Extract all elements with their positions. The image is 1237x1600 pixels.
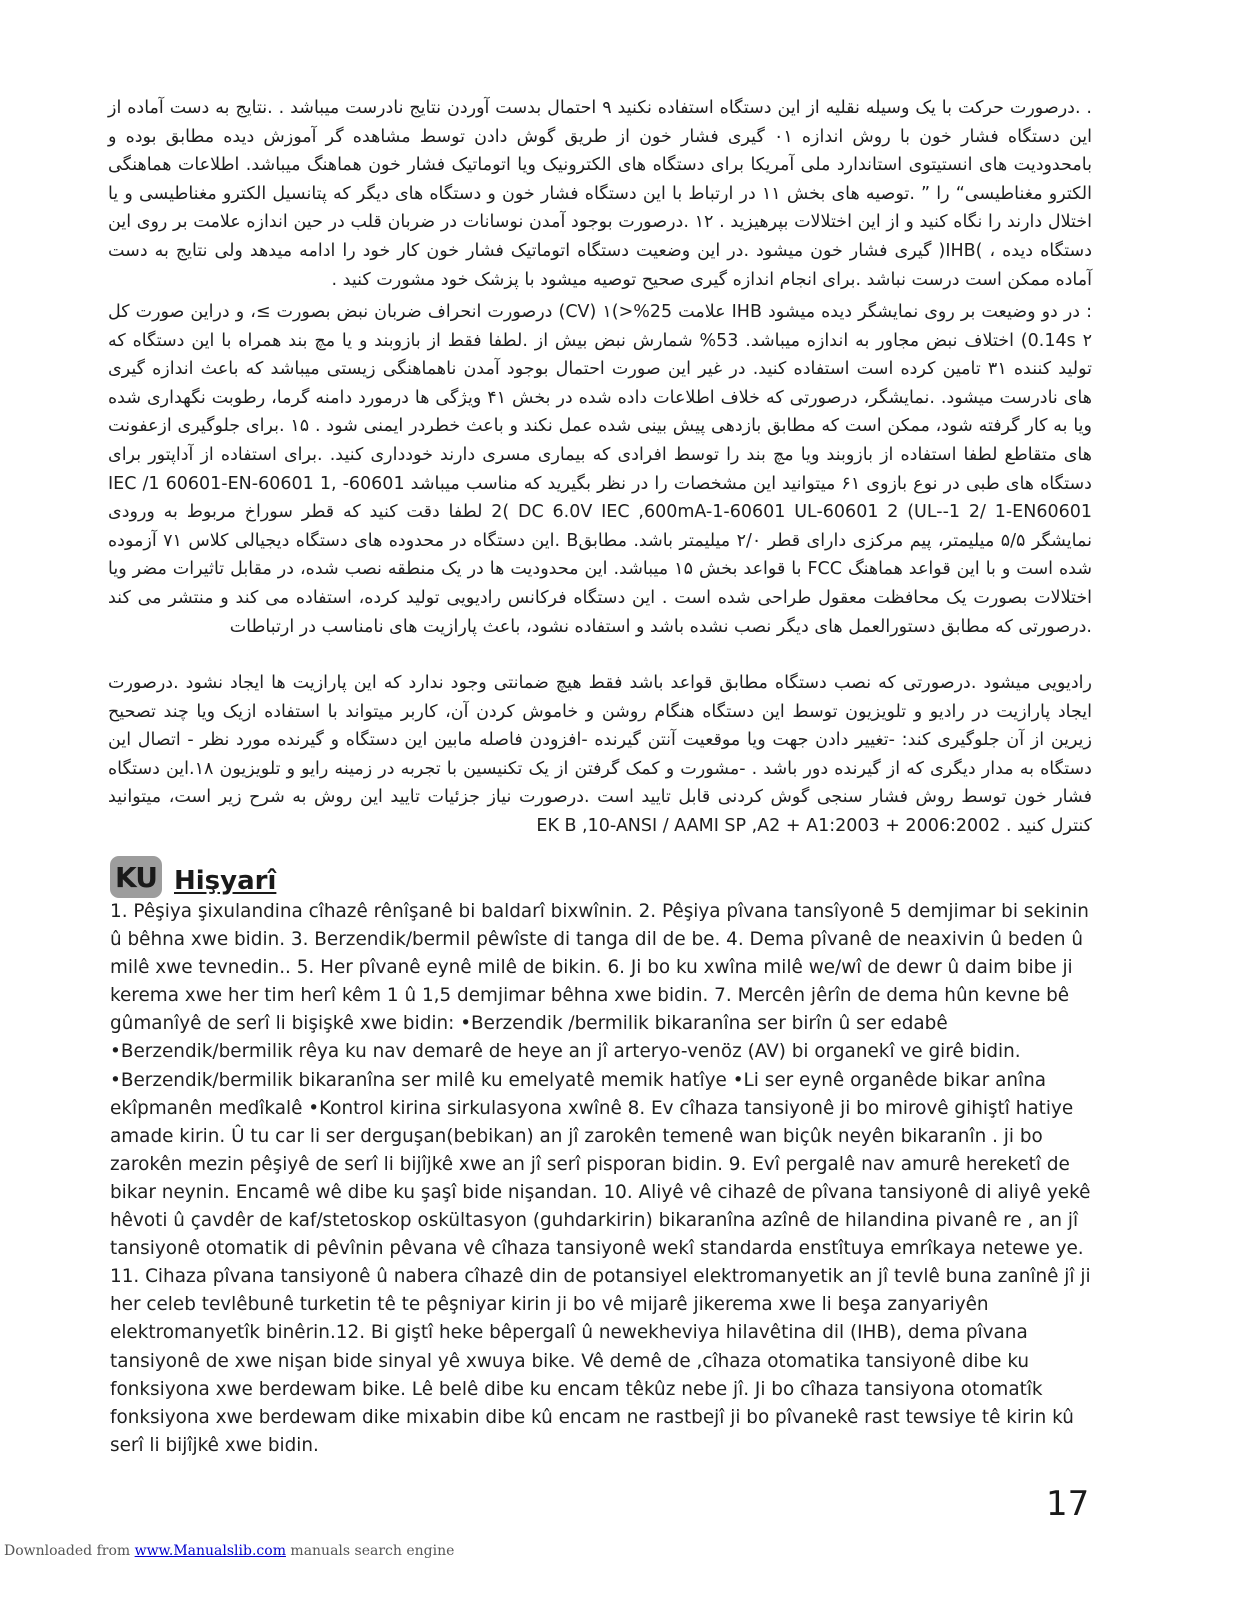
page-number: 17 (1046, 1484, 1090, 1524)
footer-suffix: manuals search engine (285, 1543, 455, 1559)
section-title: Hişyarî (174, 866, 277, 896)
farsi-paragraph-2: : در دو وضیعت بر روی نمایشگر دیده میشود IHB علامت 25%<)۱ (CV) درصورت انحراف ضربان نبض بصورت ≥، و دراین صورت کل ۲ 0.14s) اختلاف نبض مجاور به اندازه میباشد. 53% شمارش نبض بیش از .لطفا فقط از بازوبند و یا مچ بند همراه با این دستگاه که تولید کننده ۳۱ تامین کرده است استفاده کنید. در غیر این صورت احتمال بوجود آمدن ناهماهنگی زیستی میباشد که باعث اندازه گیری های نادرست میشود. .نمایشگر، درصورتی که خلاف اطلاعات داده شده در بخش ۴۱ ویژگی ها درمورد دامنه گرما، رطوبت نگهداری شده ویا به کار گرفته شود، ممکن است که مطابق بازدهی پیش بینی شده عمل نکند و باعث خطردر ایمنی شود . ۱۵ .برای جلوگیری ازعفونت های متقاطع لطفا استفاده از بازوبند ویا مچ بند را توسط افرادی که بیماری مسری دارند خودداری کنید. .برای استفاده از آداپتور برای دستگاه های طبی در نوع بازوی ۶۱ میتوانید این مشخصات را در نظر بگیرید که مناسب میباشد 60601- ,1 60601-IEC /1 60601-EN 2( DC 6.0V IEC ,600mA-1-60601 UL-60601 2 (UL--1 2/ 1-EN60601 لطفا دقت کنید که قطر سوراخ مربوط به ورودی نمایشگر ۵/۵ میلیمتر، پیم مرکزی دارای قطر ۲/۰ میلیمتر باشد. مطابقB .این دستگاه در محدوده های دستگاه دیجیالی کلاس ۷۱ آزموده شده است و با این قواعد هماهنگ FCC با قواعد بخش ۱۵ میباشد. این محدودیت ها در یک منطقه نصب شده، در مقابل تاثیرات مضر ویا اختلالات بصورت یک محافظت معقول طراحی شده است . این دستگاه فرکانس رادیویی تولید کرده، استفاده می کند و منتشر می کند .درصورتی که مطابق دستورالعمل های دیگر نصب نشده باشد و استفاده نشود، باعث پارازیت های نامناسب در ارتباطات (108, 302, 1093, 637)
ku-section-header (110, 852, 276, 898)
ku-section-body: 1. Pêşiya şixulandina cîhazê rênîşanê bi baldarî bixwînin. 2. Pêşiya pîvana tansîyonê 5 demjimar bi sekinin û bêhna xwe bidin. 3. Berzendik/bermil pêwîste di tanga dil de be. 4. Dema pîvanê de neaxivin û beden û milê xwe tevnedin.. 5. Her pîvanê eynê milê de bikin. 6. Ji bo ku xwîna milê we/wî de dewr û daim bibe ji kerema xwe her tim herî kêm 1 û 1,5 demjimar bêhna xwe bidin. 7. Mercên jêrîn de dema hûn kevne bê gûmanîyê de serî li bişişkê xwe bidin: •Berzendik /bermilik bikaranîna ser birîn û ser edabê •Berzendik/bermilik rêya ku nav demarê de heye an jî arteryo-venöz (AV) bi organekî ve girê bidin. •Berzendik/bermilik bikaranîna ser milê ku emelyatê memik hatîye •Li ser eynê organêde bikar anîna ekîpmanên medîkalê •Kontrol kirina sirkulasyona xwînê 8. Ev cîhaza tansiyonê ji bo mirovê gihiştî hatiye amade kirin. Û tu car li ser derguşan(bebikan) an jî zarokên temenê wan biçûk neyên bikaranîn . ji bo zarokên mezin pêşiyê de serî li bijîjkê xwe an jî serî pisporan bidin. 9. Evî pergalê nav amurê hereketî de bikar neynin. Encamê wê dibe ku şaşî bide nişandan. 10. Aliyê vê cihazê de pîvana tansiyonê di aliyê yekê hêvoti û çavdêr de kaf/stetoskop oskültasyon (guhdarkirin) bikaranîna azînê de hilandina pivanê re , an jî tansiyonê otomatik di pêvînin pêvana vê cîhaza tansiyonê wekî standarda enstîtuya emrîkaya netewe ye. 11. Cihaza pîvana tansiyonê û nabera cîhazê din de potansiyel elektromanyetik an jî tevlê buna zanînê jî ji her celeb tevlêbunê turketin tê te pêşniyar kirin ji bo vê mijarê jikerema xwe li beşa zanyariyên elektromanyetîk binêrin.12. Bi giştî heke bêpergalî û newekheviya hilavêtina dil (IHB), dema pîvana tansiyonê de xwe nişan bide sinyal yê xwuya bike. Vê demê de ,cîhaza otomatika tansiyonê dibe ku fonksiyona xwe berdewam bike. Lê belê dibe ku encam têkûz nebe jî. Ji bo cîhaza tansiyona otomatîk fonksiyona xwe berdewam dike mixabin dibe kû encam ne rastbejî ji bo pîvanekê rast tewsiye tê kirin kû serî li bijîjkê xwe bidin. (110, 901, 1091, 1456)
manualslib-link[interactable]: www.Manualslib.com (134, 1543, 286, 1559)
footer-prefix: Downloaded from (4, 1543, 135, 1559)
farsi-paragraph-3: رادیویی میشود .درصورتی که نصب دستگاه مطابق قواعد باشد فقط هیچ ضمانتی وجود ندارد که این پارازیت ها ایجاد نشود .درصورت ایجاد پارازیت در رادیو و تلویزیون توسط این دستگاه هنگام روشن و خاموش کردن آن، کاربر میتواند با استفاده ازیک ویا چند تصحیح زیرین از آن جلوگیری کند: -تغییر دادن جهت ویا موقعیت آنتن گیرنده -افزودن فاصله مابین این دستگاه و گیرنده مورد نظر - اتصال این دستگاه به مدار دیگری که از گیرنده دور باشد . -مشورت و کمک گرفتن از یک تکنیسین با تجربه در زمینه رایو و تلویزیون ۱۸.این دستگاه فشار خون توسط روش فشار سنجی گوش کردنی قابل تایید است .درصورت نیاز جزئیات تایید این روش به شرح زیر است، میتوانید کنترل کنید . EK B ,10-ANSI / AAMI SP ,A2 + A1:2003 + 2006:2002 (108, 673, 1092, 836)
download-footer (4, 1543, 454, 1559)
farsi-paragraph-1: . .درصورت حرکت با یک وسیله نقلیه از این دستگاه استفاده نکنید ۹ احتمال بدست آوردن نتایج نادرست میباشد . .نتایج به دست آماده از این دستگاه فشار خون با روش اندازه ۰۱ گیری فشار خون از طریق گوش دادن توسط مشاهده گر آموزش دیده مطابق بوده و بامحدودیت های انستیتوی استاندارد ملی آمریکا برای دستگاه های الکترونیک ویا اتوماتیک فشار خون هماهنگ میباشد. اطلاعات هماهنگی الکترو مغناطیسی“ را ” .توصیه های بخش ۱۱ در ارتباط با این دستگاه فشار خون و دستگاه های دیگر که پتانسیل الکترو مغناطیسی و یا اختلال دارند را نگاه کنید و از این اختلالات بپرهیزید . ۱۲ .درصورت بوجود آمدن نوسانات در ضربان قلب در حین اندازه علامت بر روی این دستگاه دیده ، )IHB( گیری فشار خون میشود .در این وضعیت دستگاه اتوماتیک فشار خون کار خود را ادامه میدهد ولی نتایج به دست آماده ممکن است درست نباشد .برای انجام اندازه گیری صحیح توصیه میشود با پزشک خود مشورت کنید . (108, 98, 1093, 290)
language-badge: KU (110, 856, 162, 898)
